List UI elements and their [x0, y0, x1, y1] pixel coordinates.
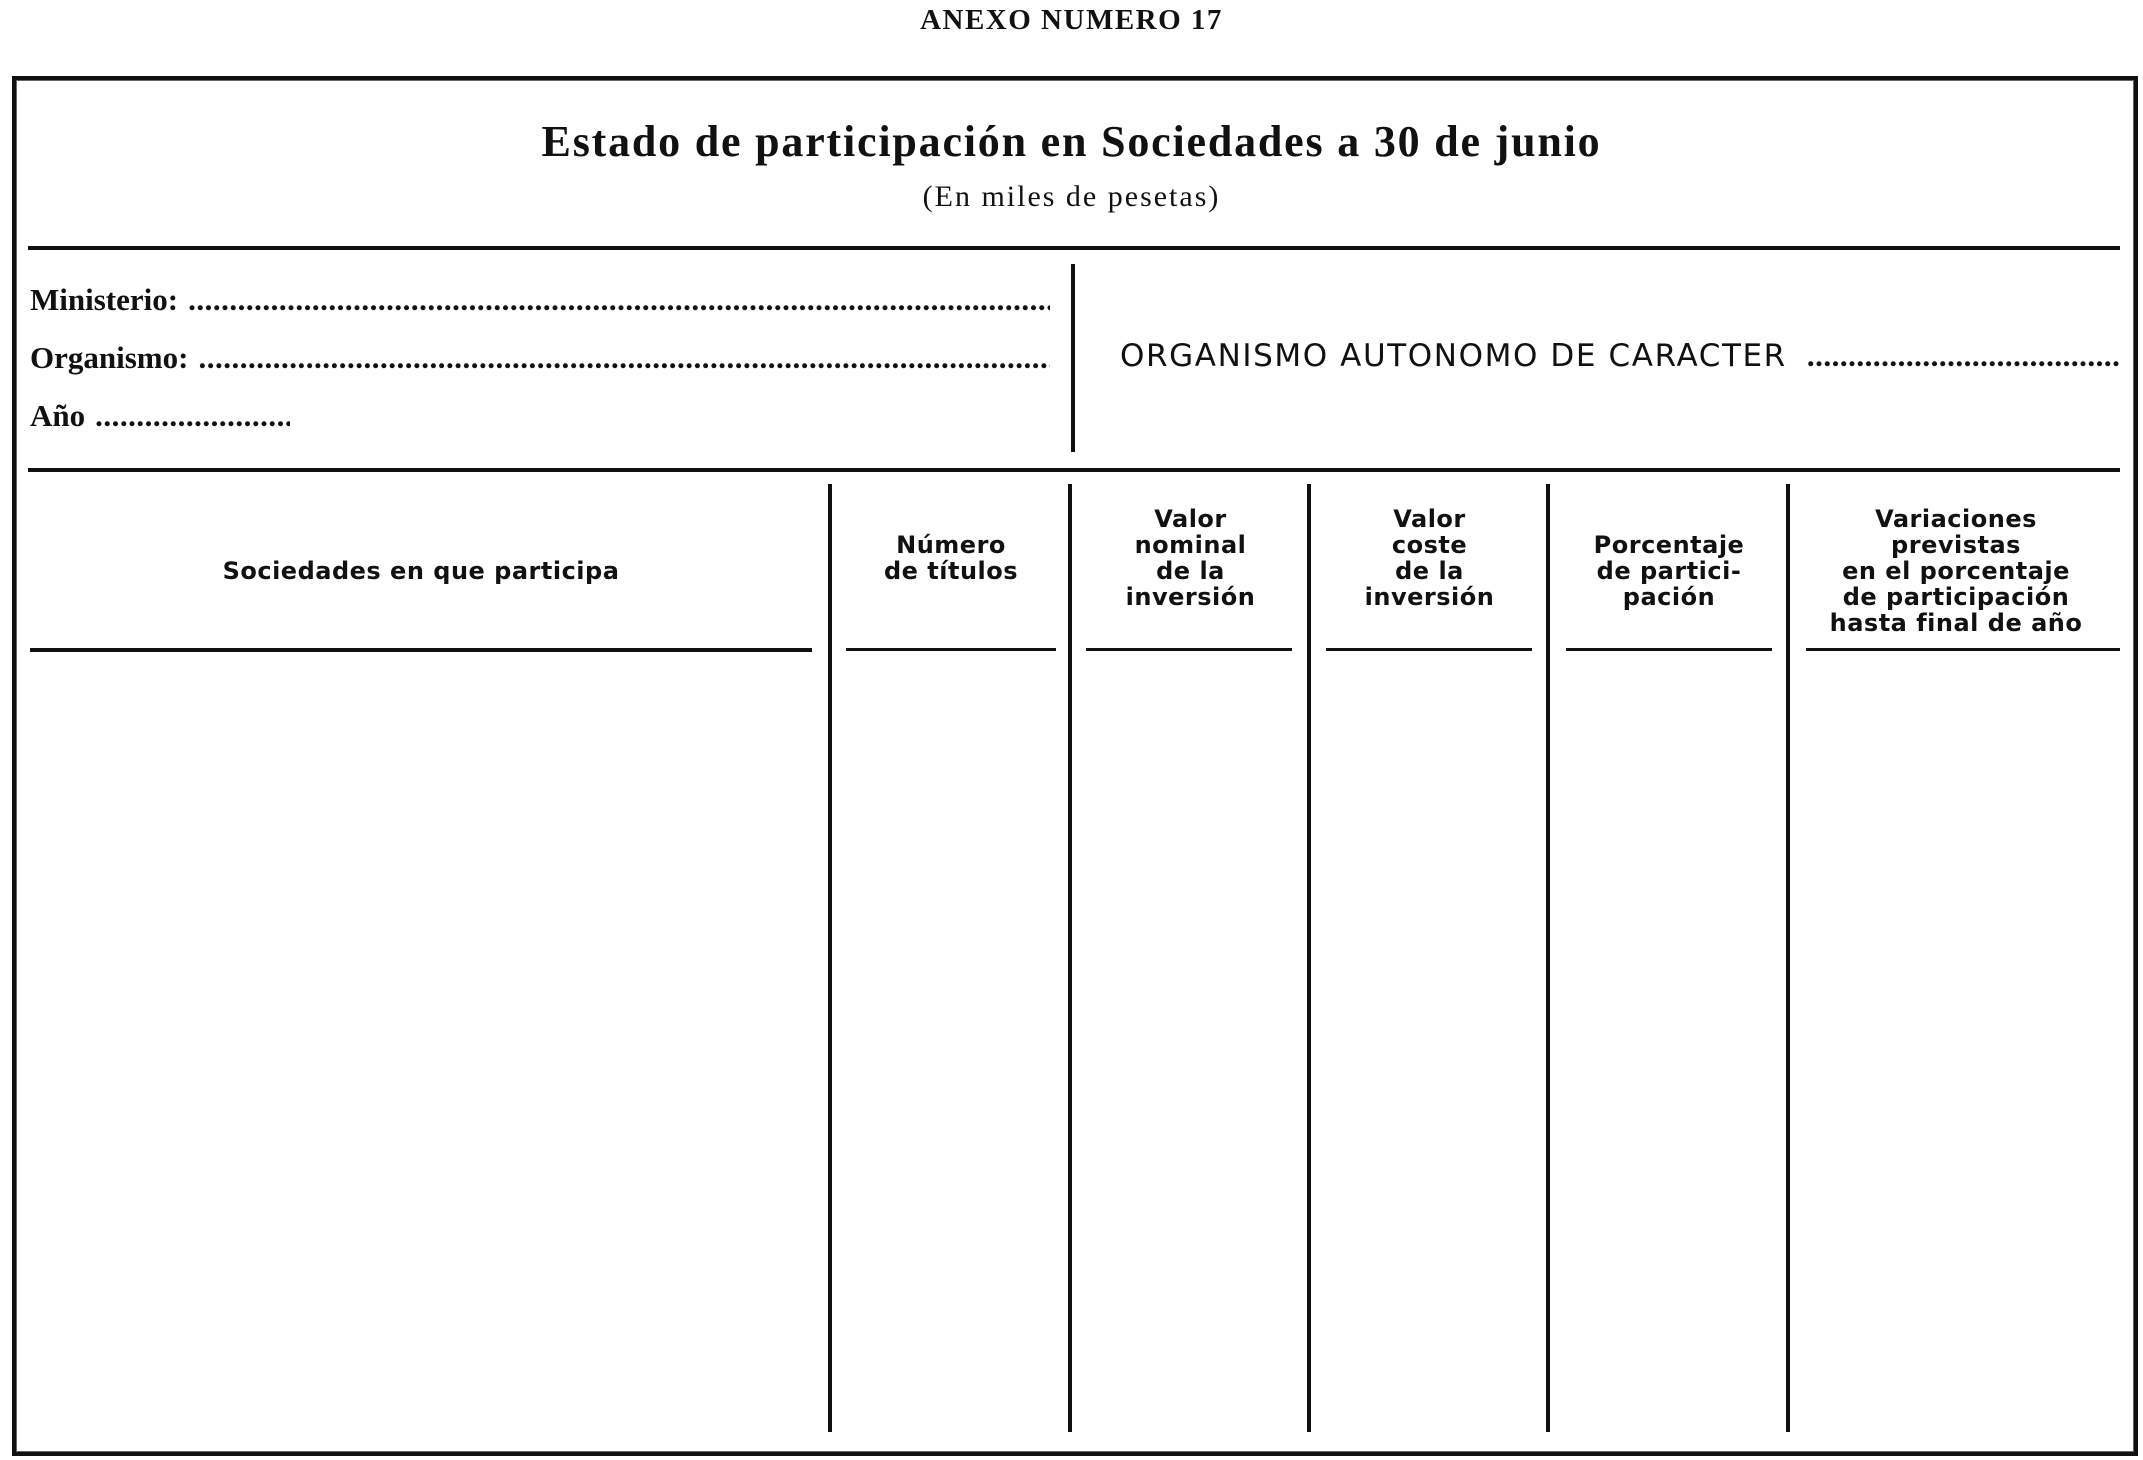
table-top-rule [28, 468, 2120, 472]
column-header-line: previstas [1891, 531, 2021, 559]
column-header-line: inversión [1364, 583, 1495, 611]
column-header-porcentaje [1552, 532, 1786, 610]
ministerio-label: Ministerio: [30, 282, 179, 317]
column-header-line: de la [1395, 557, 1464, 585]
column-divider-2 [1068, 484, 1072, 1432]
annex-title: ANEXO NUMERO 17 [920, 4, 1223, 36]
column-header-line: Sociedades en que participa [222, 557, 620, 585]
column-header-line: en el porcentaje [1842, 557, 2070, 585]
column-header-valor-nominal [1074, 506, 1307, 610]
column-header-line: Valor [1393, 505, 1466, 533]
column-divider-5 [1786, 484, 1790, 1432]
column-header-line: de la [1156, 557, 1225, 585]
organismo-label: Organismo: [30, 340, 189, 375]
organismo-autonomo-label: ORGANISMO AUTONOMO DE CARACTER [1120, 338, 1787, 374]
column-underline-3 [1086, 648, 1292, 651]
column-underline-2 [846, 648, 1056, 651]
form-title: Estado de participación en Sociedades a 30 de junio [541, 117, 1602, 166]
column-header-line: nominal [1134, 531, 1247, 559]
column-header-line: Variaciones [1875, 505, 2037, 533]
column-underline-5 [1566, 648, 1772, 651]
column-header-line: de participación [1842, 583, 2070, 611]
anio-label: Año [30, 398, 86, 433]
column-header-line: Valor [1154, 505, 1227, 533]
column-divider-4 [1546, 484, 1550, 1432]
column-header-valor-coste [1313, 506, 1546, 610]
column-underline-1 [30, 648, 812, 652]
title-divider [28, 246, 2120, 250]
column-header-line: de partici- [1596, 557, 1742, 585]
column-header-sociedades [30, 558, 812, 584]
organismo-autonomo-fill-line [1807, 338, 2120, 374]
column-underline-6 [1806, 648, 2120, 651]
organismo-autonomo-field[interactable] [1120, 338, 2120, 374]
column-header-line: Número [896, 531, 1006, 559]
column-header-line: hasta final de año [1829, 609, 2083, 637]
column-header-line: coste [1391, 531, 1468, 559]
organismo-fill-line [198, 340, 1050, 376]
column-header-line: Porcentaje [1593, 531, 1745, 559]
column-header-line: pación [1622, 583, 1716, 611]
column-header-variaciones [1792, 506, 2120, 636]
ministerio-field[interactable] [30, 282, 1050, 318]
column-header-numero-titulos [834, 532, 1068, 584]
form-subtitle: (En miles de pesetas) [922, 180, 1221, 213]
column-divider-1 [828, 484, 832, 1432]
column-underline-4 [1326, 648, 1532, 651]
column-header-line: de títulos [883, 557, 1019, 585]
column-divider-3 [1307, 484, 1311, 1432]
anio-fill-line [95, 398, 290, 434]
ministerio-fill-line [188, 282, 1050, 318]
column-header-line: inversión [1125, 583, 1256, 611]
anio-field[interactable] [30, 398, 290, 434]
header-block-divider [1071, 264, 1075, 452]
organismo-field[interactable] [30, 340, 1050, 376]
